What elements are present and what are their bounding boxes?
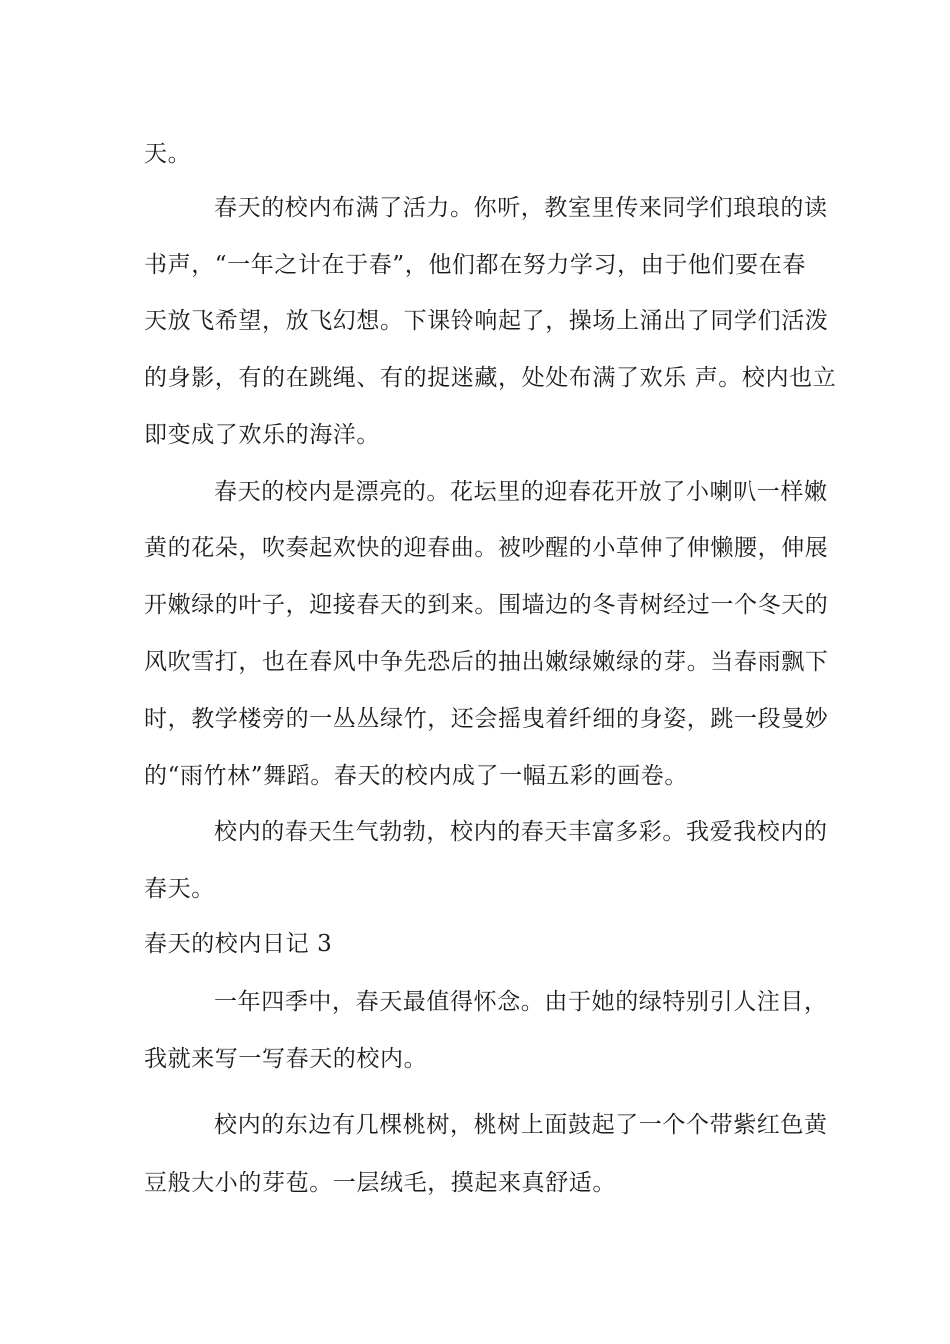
paragraph-line: 春天。 [144,876,215,902]
paragraph-line: 时，教学楼旁的一丛丛绿竹，还会摇曳着纤细的身姿，跳一段曼妙 [144,706,829,732]
paragraph-line: 黄的花朵，吹奏起欢快的迎春曲。被吵醒的小草伸了伸懒腰，伸展 [144,535,829,561]
paragraph-line: 我就来写一写春天的校内。 [144,1046,428,1072]
paragraph-line: 校内的东边有几棵桃树，桃树上面鼓起了一个个带紫红色黄 [214,1112,828,1138]
paragraph-line: 即变成了欢乐的海洋。 [144,422,380,448]
paragraph-line: 豆般大小的芽苞。一层绒毛，摸起来真舒适。 [144,1170,616,1196]
paragraph-line: 风吹雪打，也在春风中争先恐后的抽出嫩绿嫩绿的芽。当春雨飘下 [144,649,829,675]
paragraph-line: 天。 [144,141,192,167]
paragraph-line: 的“雨竹林”舞蹈。春天的校内成了一幅五彩的画卷。 [144,763,688,789]
paragraph-line: 的身影，有的在跳绳、有的捉迷藏，处处布满了欢乐 声。校内也立 [144,365,837,391]
paragraph-line: 开嫩绿的叶子，迎接春天的到来。围墙边的冬青树经过一个冬天的 [144,592,829,618]
paragraph-line: 春天的校内是漂亮的。花坛里的迎春花开放了小喇叭一样嫩 [214,479,828,505]
paragraph-line: 一年四季中，春天最值得怀念。由于她的绿特别引人注目， [214,989,828,1015]
paragraph-line: 校内的春天生气勃勃，校内的春天丰富多彩。我爱我校内的 [214,819,828,845]
paragraph-line: 天放飞希望，放飞幻想。下课铃响起了，操场上涌出了同学们活泼 [144,308,829,334]
paragraph-line: 书声，“一年之计在于春”，他们都在努力学习，由于他们要在春 [144,252,806,278]
paragraph-line: 春天的校内布满了活力。你听，教室里传来同学们琅琅的读 [214,195,828,221]
section-heading: 春天的校内日记 3 [144,931,333,957]
